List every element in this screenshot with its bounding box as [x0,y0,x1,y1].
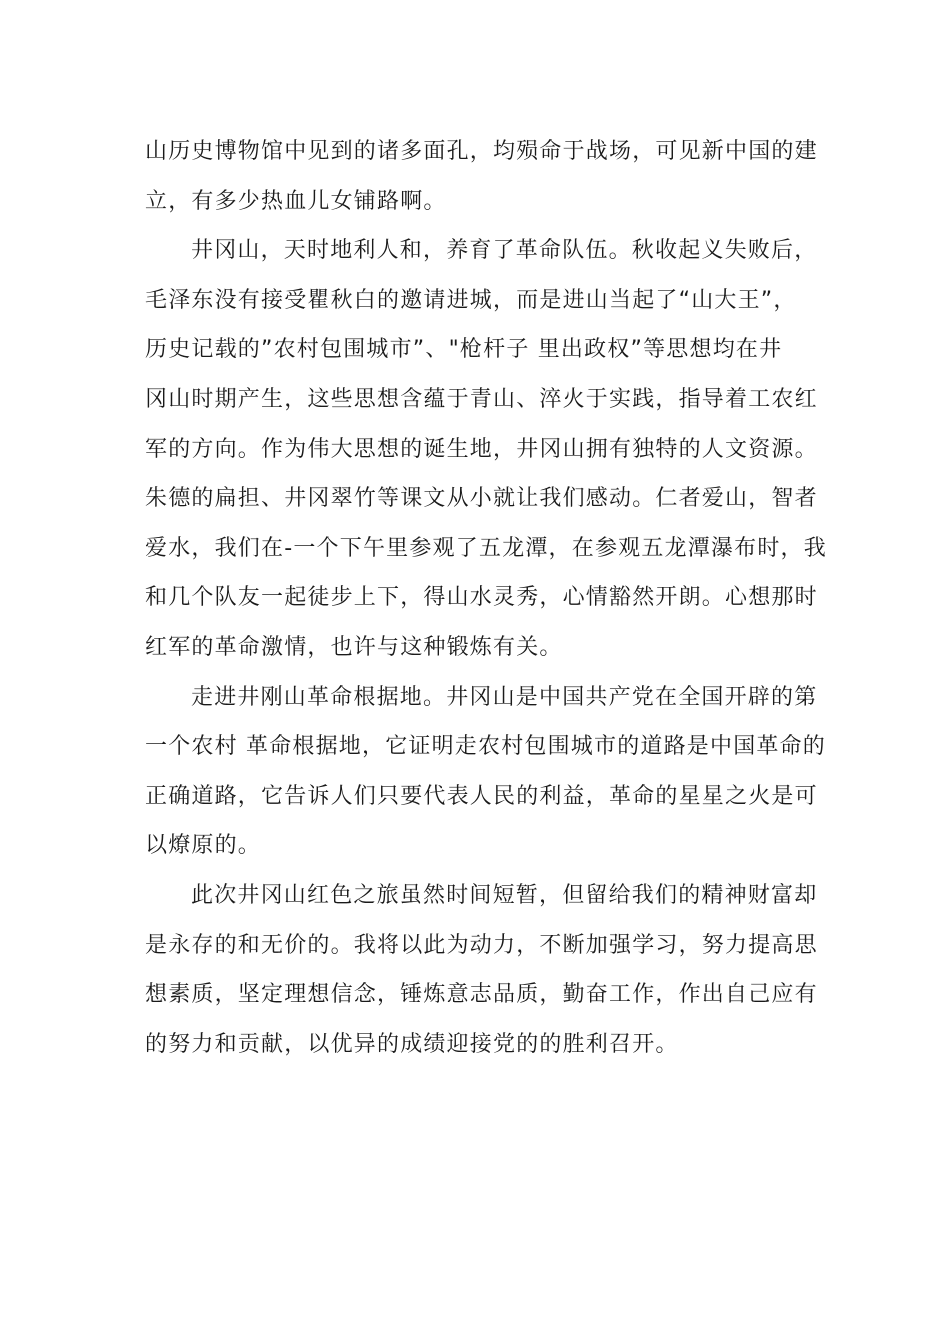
text-line: 红军的革命激情，也许与这种锻炼有关。 [145,634,563,660]
text-line: 此次井冈山红色之旅虽然时间短暂，但留给我们的精神财富却 [191,882,818,908]
text-line: 是永存的和无价的。我将以此为动力，不断加强学习，努力提高思 [145,932,818,958]
text-line: 走进井刚山革命根据地。井冈山是中国共产党在全国开辟的第 [191,684,818,710]
text-line: 山历史博物馆中见到的诸多面孔，均殒命于战场，可见新中国的建 [145,139,818,164]
text-line: 历史记载的”农村包围城市”、"枪杆子 里出政权”等思想均在井 [145,337,783,363]
document-body [145,127,827,1069]
paragraph-2 [145,226,827,672]
paragraph-3 [145,673,826,871]
text-line: 爱水，我们在-一个下午里参观了五龙潭，在参观五龙潭瀑布时，我 [145,535,827,561]
text-line: 朱德的扁担、井冈翠竹等课文从小就让我们感动。仁者爱山，智者 [145,486,818,512]
text-line: 立，有多少热血儿女铺路啊。 [145,188,447,214]
paragraph-4 [145,871,818,1069]
text-line: 井冈山，天时地利人和，养育了革命队伍。秋收起义失败后， [191,238,818,264]
text-line: 想素质，坚定理想信念，锤炼意志品质，勤奋工作，作出自己应有 [145,982,818,1008]
text-line: 和几个队友一起徒步上下，得山水灵秀，心情豁然开朗。心想那时 [145,585,818,611]
text-line: 一个农村 革命根据地，它证明走农村包围城市的道路是中国革命的 [145,734,826,760]
text-line: 以燎原的。 [145,833,262,859]
paragraph-1 [145,127,818,226]
text-line: 正确道路，它告诉人们只要代表人民的利益，革命的星星之火是可 [145,783,818,809]
text-line: 军的方向。作为伟大思想的诞生地，井冈山拥有独特的人文资源。 [145,436,818,462]
text-line: 毛泽东没有接受瞿秋白的邀请进城，而是进山当起了“山大王”， [145,287,797,313]
text-line: 的努力和贡献，以优异的成绩迎接党的的胜利召开。 [145,1031,679,1057]
text-line: 冈山时期产生，这些思想含蕴于青山、淬火于实践，指导着工农红 [145,386,818,412]
